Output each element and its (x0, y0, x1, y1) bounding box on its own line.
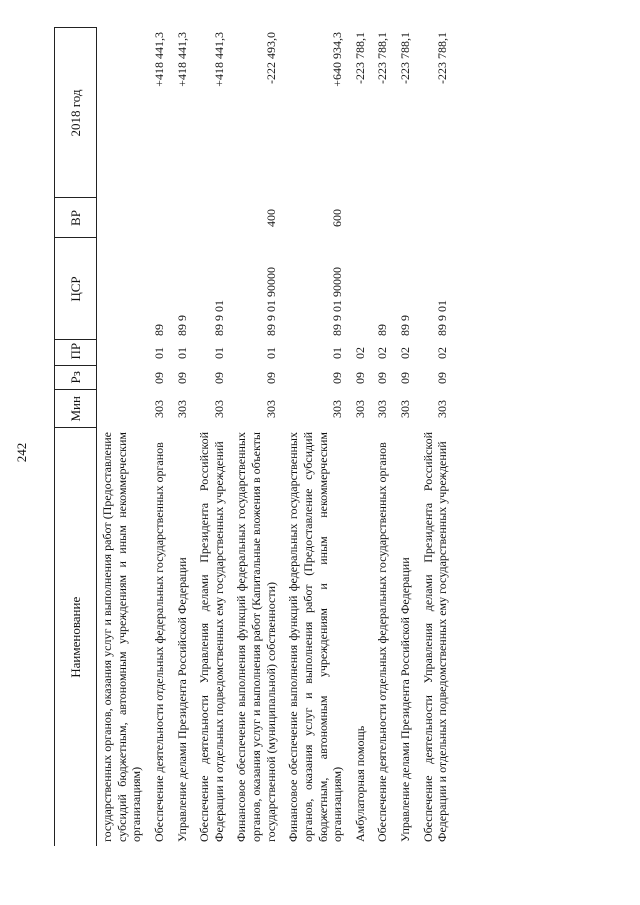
row-csr (350, 238, 373, 340)
row-name: государственных органов, оказания услуг и выполнения работ (Предоставление субсидий бюджетным, автономным учреждениям и иным некоммерческим организациям) (100, 432, 144, 842)
row-rz: 09 (435, 372, 450, 384)
row-amount: -223 788,1 (375, 32, 390, 84)
row-vr (97, 198, 149, 238)
table-row (372, 28, 395, 846)
row-amount: +418 441,3 (174, 32, 189, 87)
row-name: Обеспечение деятельности отдельных федеральных государственных органов (375, 442, 390, 842)
header-vr: ВР (55, 198, 97, 238)
row-pr: 02 (352, 347, 367, 359)
header-rz: Рз (55, 366, 97, 390)
row-rz: 09 (263, 372, 278, 384)
row-rz: 09 (330, 372, 345, 384)
table-row (149, 28, 172, 846)
row-name: Финансовое обеспечение выполнения функций федеральных государственных органов, оказания услуг и выполнения работ (Предоставление субсидий бюджетным, автономным учреждениям и иным некоммерческим организациям) (286, 432, 345, 842)
table-row (395, 28, 418, 846)
row-csr: 89 9 01 90000 (330, 267, 345, 336)
row-rz: 09 (211, 372, 226, 384)
row-vr (395, 198, 418, 238)
header-pr: ПР (55, 340, 97, 366)
row-pr: 02 (375, 347, 390, 359)
row-amount: -223 788,1 (398, 32, 412, 84)
row-min: 303 (352, 400, 367, 418)
page-number: 242 (14, 442, 29, 463)
header-csr: ЦСР (55, 238, 97, 340)
row-rz: 09 (151, 372, 166, 384)
row-vr: 400 (263, 209, 278, 227)
row-name: Обеспечение деятельности Управления делами Президента Российской Федерации и отдельных подведомственных ему государственных учреждений (420, 432, 450, 842)
row-csr: 89 (375, 324, 390, 336)
header-row (55, 28, 97, 846)
row-min: 303 (211, 400, 226, 418)
row-rz: 09 (352, 372, 367, 384)
row-min: 303 (263, 400, 278, 418)
row-name: Финансовое обеспечение выполнения функций федеральных государственных органов, оказания услуг и выполнения работ (Капитальные вложения в объекты государственной (муниципальной) собственности) (234, 432, 278, 842)
header-min: Мин (55, 390, 97, 428)
table-row (194, 28, 231, 846)
row-csr: 89 9 (174, 315, 189, 336)
row-vr: 600 (330, 209, 345, 227)
budget-table (54, 28, 455, 847)
row-pr: 02 (398, 347, 412, 359)
row-csr: 89 (151, 324, 166, 336)
row-name: Обеспечение деятельности отдельных федеральных государственных органов (151, 442, 166, 842)
row-amount: -223 788,1 (352, 32, 367, 84)
row-vr (172, 198, 195, 238)
row-pr (97, 340, 149, 366)
row-name: Управление делами Президента Российской Федерации (174, 557, 189, 842)
row-pr: 01 (174, 347, 189, 359)
row-min (97, 390, 149, 428)
row-csr: 89 9 (398, 315, 412, 336)
row-min: 303 (375, 400, 390, 418)
row-amount (97, 28, 149, 198)
table-row (350, 28, 373, 846)
row-name: Обеспечение деятельности Управления делами Президента Российской Федерации и отдельных подведомственных ему государственных учреждений (197, 432, 226, 842)
row-min: 303 (398, 400, 412, 418)
row-name: Амбулаторная помощь (352, 725, 367, 842)
row-vr (350, 198, 373, 238)
row-amount: +418 441,3 (151, 32, 166, 87)
table-body (97, 28, 455, 846)
row-vr (194, 198, 231, 238)
row-amount: -222 493,0 (263, 32, 278, 84)
row-min: 303 (151, 400, 166, 418)
row-pr: 01 (211, 347, 226, 359)
row-vr (149, 198, 172, 238)
row-csr: 89 9 01 90000 (263, 267, 278, 336)
row-amount: +418 441,3 (211, 32, 226, 87)
header-year: 2018 год (55, 28, 97, 198)
row-min: 303 (435, 400, 450, 418)
header-name: Наименование (55, 428, 97, 846)
table-row (172, 28, 195, 846)
table-row (97, 28, 149, 846)
row-amount: +640 934,3 (330, 32, 345, 87)
row-csr: 89 9 01 (211, 300, 226, 336)
row-amount: -223 788,1 (435, 32, 450, 84)
row-csr (97, 238, 149, 340)
row-min: 303 (330, 400, 345, 418)
table-row (231, 28, 283, 846)
row-pr: 01 (151, 347, 166, 359)
row-vr (418, 198, 455, 238)
row-vr (372, 198, 395, 238)
table-row (283, 28, 350, 846)
row-pr: 02 (435, 347, 450, 359)
row-csr: 89 9 01 (435, 300, 450, 336)
row-min: 303 (174, 400, 189, 418)
table-row (418, 28, 455, 846)
row-rz: 09 (375, 372, 390, 384)
row-name: Управление делами Президента Российской Федерации (398, 557, 412, 842)
table-header (55, 28, 97, 846)
row-pr: 01 (330, 347, 345, 359)
row-rz: 09 (398, 372, 412, 384)
row-rz (97, 366, 149, 390)
row-rz: 09 (174, 372, 189, 384)
row-pr: 01 (263, 347, 278, 359)
